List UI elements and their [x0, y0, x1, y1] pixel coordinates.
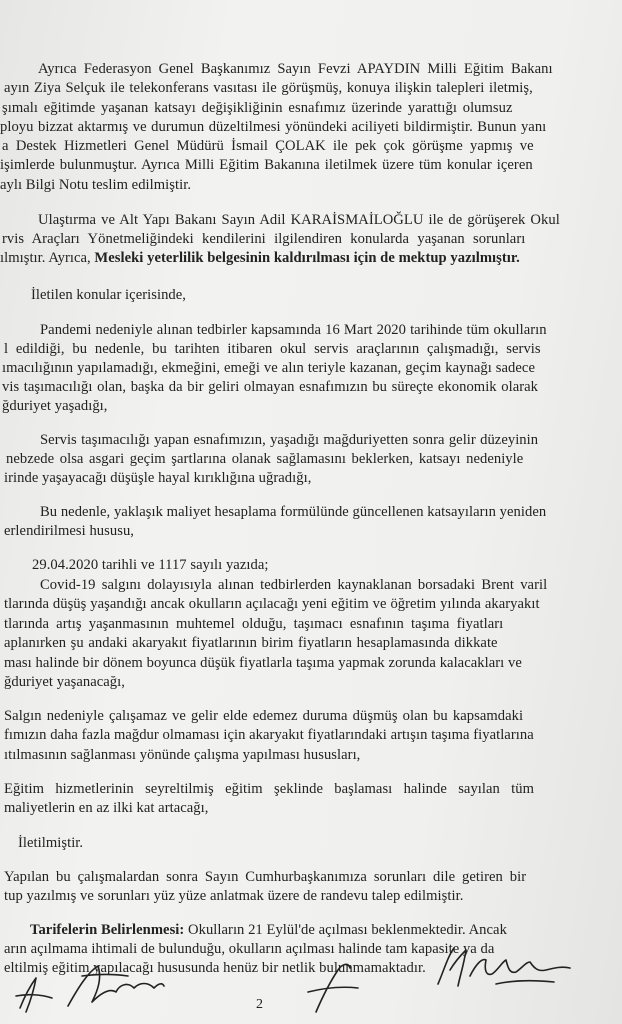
- text-line: Servis taşımacılığı yapan esnafımızın, yaşadığı mağduriyetten sonra gelir düzeyinin: [40, 432, 539, 448]
- text-line: irinde yaşayacağı düşüşle hayal kırıklığına uğradığı,: [4, 470, 312, 486]
- text-run: ılmıştır. Ayrıca,: [0, 250, 95, 266]
- text-line: arın açılmama ihtimali de bulunduğu, okulların açılması halinde tam kapasite ya da: [4, 941, 495, 957]
- text-line: Ulaştırma ve Alt Yapı Bakanı Sayın Adil KARAİSMAİLOĞLU ile de görüşerek Okul: [38, 212, 560, 228]
- text-line: tup yazılmış ve sorunları yüz yüze anlatmak üzere de randevu talep edilmiştir.: [4, 888, 464, 904]
- text-line: eltilmiş eğitim yapılacağı hususunda henüz bir netlik bulunmamaktadır.: [4, 960, 426, 976]
- text-line: İletilmiştir.: [18, 835, 84, 851]
- text-line: Pandemi nedeniyle alınan tedbirler kapsamında 16 Mart 2020 tarihinde tüm okulların: [40, 322, 547, 338]
- text-line: Salgın nedeniyle çalışamaz ve gelir elde edemez duruma düşmüş olan bu kapsamdaki: [4, 708, 524, 724]
- text-line: aylı Bilgi Notu teslim edilmiştir.: [0, 177, 192, 193]
- text-line: ması halinde bir dönem boyunca düşük fiyatlarla taşıma yapmak zorunda kalacakları ve: [4, 655, 522, 671]
- text-line: ayın Ziya Selçuk ile telekonferans vasıtası ile görüşmüş, konuya ilişkin talepleri iletmiş,: [4, 80, 533, 96]
- signature-1: [6, 968, 66, 1018]
- text-line: tlarında artış yaşanmasının muhtemel olduğu, taşımacı esnafının taşıma fiyatları: [4, 616, 504, 632]
- text-line: erlendirilmesi hususu,: [4, 523, 134, 539]
- text-line: l edildiği, bu nedenle, bu tarihten itibaren okul servis araçlarının çalışmadığı, servis: [4, 341, 541, 357]
- text-line: ğduriyet yaşadığı,: [2, 398, 108, 414]
- text-line: [0, 249, 520, 267]
- text-line: Covid-19 salgını dolayısıyla alınan tedbirlerden kaynaklanan borsadaki Brent varil: [40, 577, 548, 593]
- signature-2: [58, 958, 168, 1018]
- text-line: [30, 921, 507, 939]
- text-line: aplanırken şu andaki akaryakıt fiyatlarının birim fiyatların hesaplamasında dikkate: [4, 635, 498, 651]
- signature-3: [300, 958, 370, 1018]
- text-line: ployu bizzat aktarmış ve durumun düzeltilmesi yönündeki aciliyeti bildirmiştir. Bunun yanı: [0, 119, 547, 135]
- text-line: ıtılmasının sağlanması yönünde çalışma yapılması hususları,: [4, 747, 361, 763]
- text-line: rvis Araçları Yönetmeliğindeki kendilerini ilgilendiren konularda yaşanan sorunları: [2, 231, 526, 247]
- text-line: fımızın daha fazla mağdur olmaması için akaryakıt fiyatlarındaki artışın taşıma fiyatlarına: [4, 727, 534, 743]
- signature-4: [430, 940, 580, 1000]
- text-line: nebzede olsa asgari geçim şartlarına olanak sağlamasını beklerken, katsayı nedeniyle: [6, 451, 524, 467]
- text-line: Eğitim hizmetlerinin seyreltilmiş eğitim şeklinde başlaması halinde sayılan tüm: [4, 781, 535, 797]
- text-line: 29.04.2020 tarihli ve 1117 sayılı yazıda;: [32, 557, 269, 573]
- text-line: vis taşımacılığı olan, başka da bir geliri olmayan esnafımızın bu süreçte ekonomik olarak: [2, 379, 539, 395]
- text-line: maliyetlerin en az ilki kat artacağı,: [4, 800, 209, 816]
- text-line: tlarında düşüş yaşandığı ancak okulların açılacağı yeni eğitim ve öğretim yılında akaryakıt: [4, 596, 540, 612]
- text-line: İletilen konular içerisinde,: [31, 287, 186, 303]
- text-line: Yapılan bu çalışmalardan sonra Sayın Cumhurbaşkanımıza sorunları dile getiren bir: [4, 869, 527, 885]
- text-line: ğduriyet yaşanacağı,: [4, 674, 125, 690]
- page-number: 2: [256, 997, 264, 1012]
- bold-text-run: Mesleki yeterlilik belgesinin kaldırılması için de mektup yazılmıştır.: [94, 250, 520, 266]
- text-line: ımacılığının yapılamadığı, ekmeğini, emeği ve alın teriyle kazanan, geçim kaynağı sadece: [2, 360, 535, 376]
- text-run: Okulların 21 Eylül'de açılması beklenmektedir. Ancak: [184, 922, 507, 938]
- text-line: işimlerde bulunmuştur. Ayrıca Milli Eğitim Bakanına iletilmek üzere tüm konular içeren: [0, 157, 533, 173]
- text-line: a Destek Hizmetleri Genel Müdürü İsmail ÇOLAK ile pek çok görüşme yapmış ve: [2, 138, 534, 154]
- text-line: şımalı eğitimde yaşanan katsayı değişikliğinin esnafımız üzerinde yarattığı olumsuz: [2, 100, 513, 116]
- bold-text-run: Tarifelerin Belirlenmesi:: [30, 922, 185, 938]
- text-line: Bu nedenle, yaklaşık maliyet hesaplama formülünde güncellenen katsayıların yeniden: [40, 504, 547, 520]
- text-line: Ayrıca Federasyon Genel Başkanımız Sayın Fevzi APAYDIN Milli Eğitim Bakanı: [38, 61, 553, 77]
